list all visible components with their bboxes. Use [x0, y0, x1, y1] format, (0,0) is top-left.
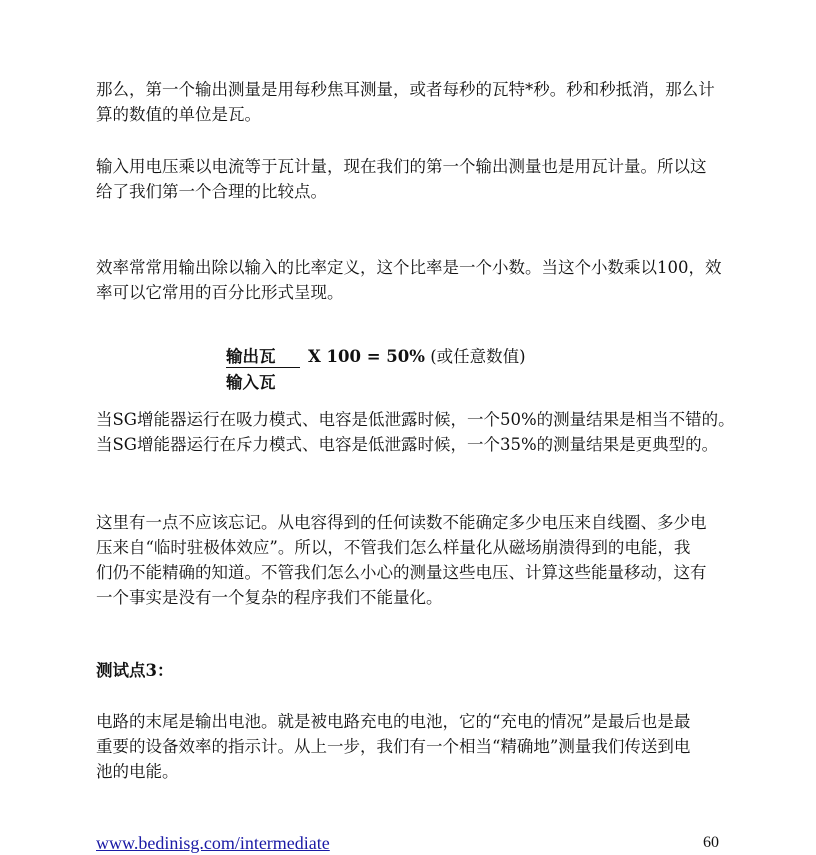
paragraph-typical-results — [96, 407, 790, 457]
text-line: 这里有一点不应该忘记。从电容得到的任何读数不能确定多少电压来自线圈、多少电 — [96, 513, 707, 532]
paragraph-efficiency-definition — [96, 255, 790, 305]
formula-note: (或任意数值) — [430, 347, 526, 366]
text-line: 电路的末尾是输出电池。就是被电路充电的电池，它的“充电的情况”是最后也是最 — [96, 712, 691, 731]
text-line: 一个事实是没有一个复杂的程序我们不能量化。 — [96, 588, 443, 607]
text-line: 压来自“临时驻极体效应”。所以，不管我们怎么样量化从磁场崩溃得到的电能，我 — [96, 538, 691, 557]
text-line: 率可以它常用的百分比形式呈现。 — [96, 283, 344, 302]
text-line: 当SG增能器运行在吸力模式、电容是低泄露时候，一个50%的测量结果是相当不错的。 — [96, 410, 735, 429]
paragraph-output-measurement — [96, 77, 790, 127]
footer-website-link[interactable]: www.bedinisg.com/intermediate — [96, 833, 330, 853]
text-line: 输入用电压乘以电流等于瓦计量，现在我们的第一个输出测量也是用瓦计量。所以这 — [96, 157, 707, 176]
text-line: 重要的设备效率的指示计。从上一步，我们有一个相当“精确地”测量我们传送到电 — [96, 737, 691, 756]
section-heading: 测试点3： — [96, 661, 174, 680]
paragraph-caveat — [96, 510, 790, 610]
text-line: 池的电能。 — [96, 762, 179, 781]
paragraph-input-measurement — [96, 154, 790, 204]
text-line: 算的数值的单位是瓦。 — [96, 105, 261, 124]
text-line: 给了我们第一个合理的比较点。 — [96, 182, 327, 201]
formula-multiplier: X 100 = 50% — [308, 347, 425, 366]
text-line: 们仍不能精确的知道。不管我们怎么小心的测量这些电压、计算这些能量移动，这有 — [96, 563, 707, 582]
page-number: 60 — [703, 834, 719, 851]
formula-denominator: 输入瓦 — [226, 373, 276, 392]
text-line: 那么，第一个输出测量是用每秒焦耳测量，或者每秒的瓦特*秒。秒和秒抵消，那么计 — [96, 80, 715, 99]
formula-numerator: 输出瓦 — [226, 347, 300, 368]
paragraph-output-battery — [96, 709, 790, 784]
text-line: 当SG增能器运行在斥力模式、电容是低泄露时候，一个35%的测量结果是更典型的。 — [96, 435, 719, 454]
formula-top-row — [226, 344, 526, 370]
efficiency-formula — [226, 344, 526, 396]
text-line: 效率常常用输出除以输入的比率定义，这个比率是一个小数。当这个小数乘以100，效 — [96, 258, 722, 277]
